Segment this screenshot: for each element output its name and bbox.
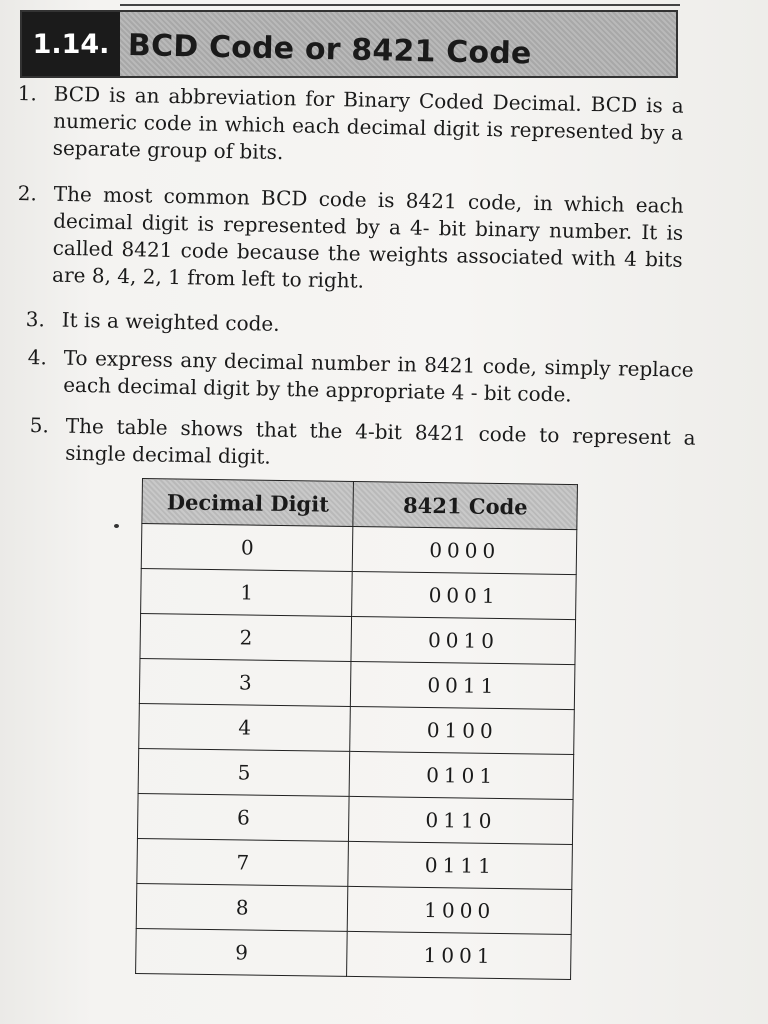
list-item-number: 2. <box>17 180 38 206</box>
list-item <box>25 306 706 336</box>
code-cell: 0010 <box>351 616 575 664</box>
list-item-number: 4. <box>27 344 48 370</box>
list-item-number: 1. <box>17 80 38 106</box>
code-cell: 0101 <box>350 751 574 799</box>
decimal-digit-cell: 4 <box>139 703 351 751</box>
decimal-digit-cell: 9 <box>136 928 348 976</box>
code-cell: 0100 <box>350 706 574 754</box>
list-item-text: The table shows that the 4-bit 8421 code to represent a single decimal digit. <box>64 413 696 469</box>
bcd-table <box>135 478 578 980</box>
decimal-digit-cell: 0 <box>141 524 353 572</box>
section-number: 1.14. <box>22 12 120 76</box>
top-rule <box>120 4 680 6</box>
decimal-digit-cell: 1 <box>141 568 353 616</box>
ink-mark <box>114 524 119 528</box>
code-cell: 0000 <box>353 526 577 574</box>
code-cell: 1000 <box>348 886 572 934</box>
code-cell: 0111 <box>348 841 572 889</box>
table-row <box>141 524 577 575</box>
decimal-digit-cell: 5 <box>138 748 350 796</box>
list-item-text: To express any decimal number in 8421 code, simply replace each decimal digit by the appropriate 4 - bit code. <box>62 345 694 407</box>
table-row <box>140 613 576 664</box>
bcd-table-container <box>135 478 578 980</box>
list-item-number: 3. <box>25 306 46 332</box>
decimal-digit-cell: 6 <box>137 793 349 841</box>
header-decimal-digit: Decimal Digit <box>142 479 354 527</box>
code-cell: 0011 <box>351 661 575 709</box>
table-row <box>137 838 573 889</box>
decimal-digit-cell: 3 <box>139 658 351 706</box>
section-heading <box>20 10 678 78</box>
table-row <box>139 658 575 709</box>
decimal-digit-cell: 7 <box>137 838 349 886</box>
list-item-text: BCD is an abbreviation for Binary Coded Decimal. BCD is a numeric code in which each decimal digit is represented by a separate group of bits. <box>52 81 684 165</box>
table-row <box>137 793 573 844</box>
table-header-row <box>142 479 578 530</box>
list-item-number: 5. <box>29 412 50 438</box>
section-title: BCD Code or 8421 Code <box>127 28 532 72</box>
header-8421-code: 8421 Code <box>353 481 577 529</box>
code-cell: 0001 <box>352 571 576 619</box>
list-item <box>29 412 710 469</box>
table-row <box>136 883 572 934</box>
code-cell: 0110 <box>349 796 573 844</box>
code-cell: 1001 <box>347 931 571 979</box>
list-item <box>27 344 708 407</box>
list-item-text: The most common BCD code is 8421 code, in which each decimal digit is represented by a 4- bit binary number. It is called 8421 code because the weights associated with 4 bits are 8, 4, 2, 1 from left to right. <box>51 181 684 293</box>
table-row <box>138 748 574 799</box>
decimal-digit-cell: 8 <box>136 883 348 931</box>
list-item-text: It is a weighted code. <box>61 307 280 336</box>
table-row <box>136 928 572 979</box>
list-item <box>17 80 698 165</box>
table-row <box>141 568 577 619</box>
table-row <box>139 703 575 754</box>
list-item <box>17 180 698 293</box>
decimal-digit-cell: 2 <box>140 613 352 661</box>
